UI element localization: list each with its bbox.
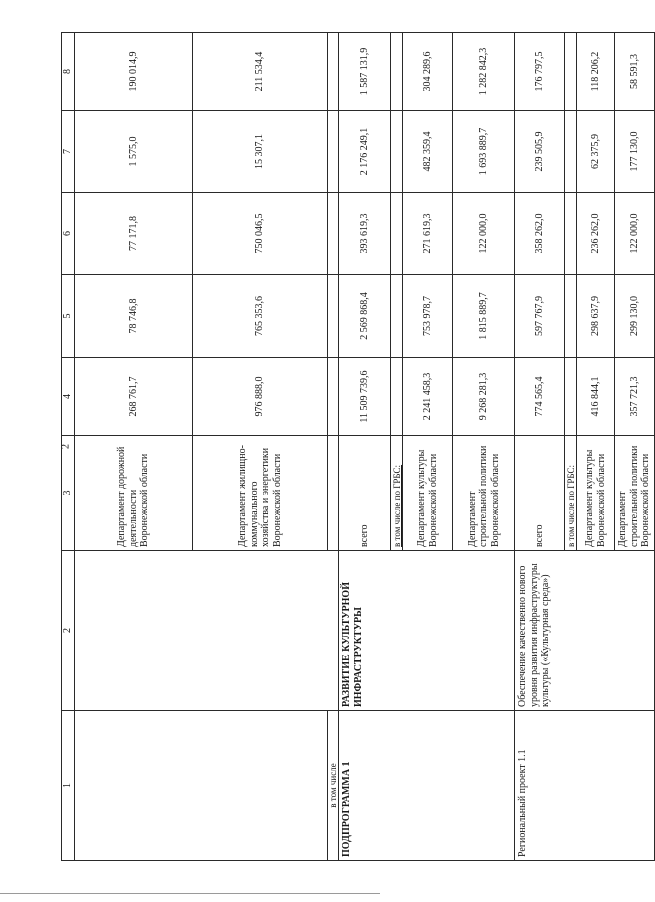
header-col-2: 2 [62,551,75,711]
value-col-4: 9 268 281,3 [453,358,515,436]
grbs-cell: всего [339,436,391,551]
table-row [75,33,193,861]
empty-cell [565,275,577,358]
value-col-5: 298 637,9 [577,275,615,358]
value-col-8: 1 282 842,3 [453,33,515,111]
value-col-7: 1 575,0 [75,111,193,193]
project-code: Региональный проект 1.1 [515,711,655,861]
value-col-7: 482 359,4 [403,111,453,193]
empty-cell [328,111,339,193]
rotated-table-container [61,33,652,861]
value-col-8: 118 206,2 [577,33,615,111]
value-col-4: 976 888,0 [193,358,328,436]
value-col-8: 211 534,4 [193,33,328,111]
value-col-6: 271 619,3 [403,193,453,275]
empty-cell [565,111,577,193]
value-col-6: 122 000,0 [615,193,655,275]
empty-cell [391,275,403,358]
subprogram-total-row [339,33,391,861]
grbs-cell: Департамент культуры Воронежской области [577,436,615,551]
grbs-cell: Департамент культуры Воронежской области [403,436,453,551]
value-col-4: 416 844,1 [577,358,615,436]
empty-cell [328,275,339,358]
value-col-6: 750 046,5 [193,193,328,275]
empty-cell [391,33,403,111]
empty-cell [565,33,577,111]
project-total-row [515,33,565,861]
scan-edge-line [0,893,380,894]
header-col-1: 1 [62,711,75,861]
grbs-cell: Департамент жилищно-коммунального хозяйства и энергетики Воронежской области [193,436,328,551]
budget-table [61,32,655,861]
value-col-6: 358 262,0 [515,193,565,275]
header-col-6: 6 [62,193,75,275]
value-col-5: 2 569 868,4 [339,275,391,358]
value-col-5: 1 815 889,7 [453,275,515,358]
value-col-4: 2 241 458,3 [403,358,453,436]
value-col-5: 753 978,7 [403,275,453,358]
empty-cell [328,358,339,436]
value-col-7: 1 693 889,7 [453,111,515,193]
including-label: в том числе [328,711,339,861]
value-col-7: 177 130,0 [615,111,655,193]
grbs-cell: Департамент строительной политики Воронежской области [615,436,655,551]
value-col-4: 357 721,3 [615,358,655,436]
value-col-6: 393 619,3 [339,193,391,275]
value-col-5: 299 130,0 [615,275,655,358]
empty-cell [328,33,339,111]
empty-cell [565,358,577,436]
empty-cell [328,436,339,551]
value-col-5: 765 353,6 [193,275,328,358]
empty-cell [391,358,403,436]
header-col-7: 7 [62,111,75,193]
by-grbs-label: в том числе по ГРБС: [391,436,403,551]
value-col-8: 304 289,6 [403,33,453,111]
header-col-3: 3 [62,436,75,551]
header-col-4: 4 [62,358,75,436]
header-col-5: 5 [62,275,75,358]
grbs-cell: всего [515,436,565,551]
value-col-6: 236 262,0 [577,193,615,275]
including-row [328,33,339,861]
header-col-8: 8 [62,33,75,111]
value-col-6: 77 171,8 [75,193,193,275]
value-col-8: 190 014,9 [75,33,193,111]
value-col-8: 176 797,5 [515,33,565,111]
empty-cell [391,193,403,275]
value-col-4: 774 565,4 [515,358,565,436]
header-row [62,33,75,861]
value-col-8: 58 591,3 [615,33,655,111]
value-col-7: 239 505,9 [515,111,565,193]
empty-cell [328,551,339,711]
continued-name-cell [75,551,328,711]
by-grbs-label: в том числе по ГРБС: [565,436,577,551]
value-col-4: 11 509 739,6 [339,358,391,436]
value-col-8: 1 587 131,9 [339,33,391,111]
page-number: 2 [60,444,72,449]
subprogram-code: ПОДПРОГРАММА 1 [339,711,515,861]
project-name: Обеспечение качественно нового уровня развития инфраструктуры культуры («Культурная среда») [515,551,655,711]
grbs-cell: Департамент дорожной деятельности Воронежской области [75,436,193,551]
value-col-7: 2 176 249,1 [339,111,391,193]
value-col-5: 597 767,9 [515,275,565,358]
value-col-7: 62 375,9 [577,111,615,193]
empty-cell [565,193,577,275]
value-col-5: 78 746,8 [75,275,193,358]
grbs-cell: Департамент строительной политики Воронежской области [453,436,515,551]
value-col-6: 122 000,0 [453,193,515,275]
empty-cell [328,193,339,275]
value-col-7: 15 307,1 [193,111,328,193]
empty-cell [391,111,403,193]
continued-code-cell [75,711,328,861]
subprogram-name: РАЗВИТИЕ КУЛЬТУРНОЙ ИНФРАСТРУКТУРЫ [339,551,515,711]
value-col-4: 268 761,7 [75,358,193,436]
